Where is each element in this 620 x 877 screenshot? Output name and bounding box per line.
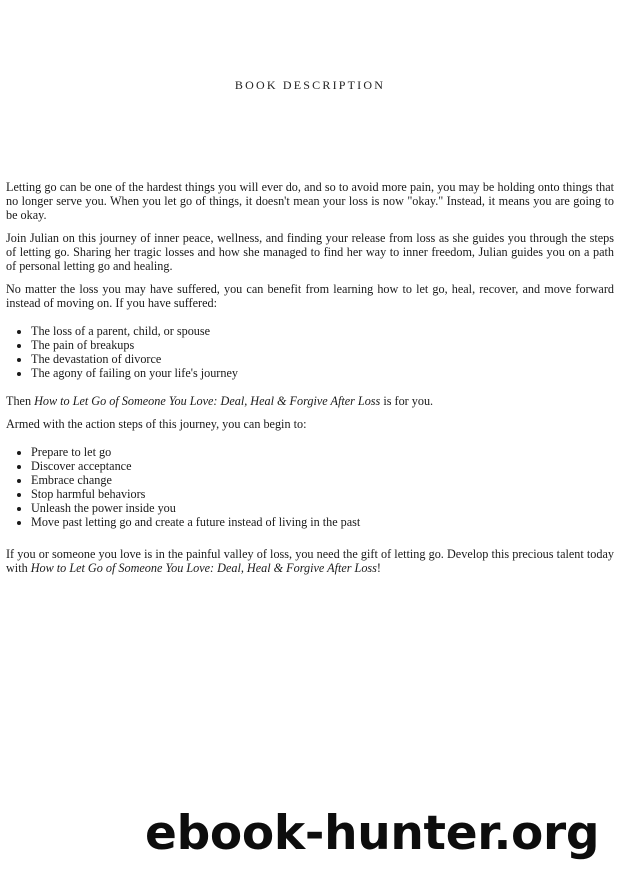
watermark: ebook-hunter.org [145,806,600,861]
suffering-list [6,324,614,380]
list-item: • Unleash the power inside you [31,501,614,515]
list-item: • Move past letting go and create a future instead of living in the past [31,515,614,529]
paragraph-closing [6,547,614,575]
list-item: • Discover acceptance [31,459,614,473]
list-item: • The pain of breakups [31,338,614,352]
paragraph-then [6,394,614,408]
paragraph-intro: Letting go can be one of the hardest things you will ever do, and so to avoid more pain, you may be holding onto things that no longer serve you. When you let go of things, it doesn't mean your loss is now "okay." Instead, it means you are going to be okay. [6,180,614,222]
list-item: • The devastation of divorce [31,352,614,366]
text-span: ! [376,561,381,575]
paragraph-julian: Join Julian on this journey of inner peace, wellness, and finding your release from loss as she guides you through the steps of letting go. Sharing her tragic losses and how she managed to find her way to inner freedom, Julian guides you on a path of personal letting go and healing. [6,231,614,273]
paragraph-armed: Armed with the action steps of this journey, you can begin to: [6,417,307,431]
page-heading: BOOK DESCRIPTION [234,78,386,92]
list-item: • The loss of a parent, child, or spouse [31,324,614,338]
text-span: is for you. [380,394,434,408]
list-item: • The agony of failing on your life's journey [31,366,614,380]
description-body [6,180,614,584]
text-span: Then [6,394,35,408]
book-title: How to Let Go of Someone You Love: Deal, Heal & Forgive After Loss [34,394,381,408]
list-item: • Stop harmful behaviors [31,487,614,501]
book-title: How to Let Go of Someone You Love: Deal, Heal & Forgive After Loss [30,561,377,575]
text-span: If you or someone you love is in the painful valley of loss, you need the gift of letting go. Develop this precious talent today with [6,547,614,575]
action-steps-list [6,445,614,529]
list-item: • Embrace change [31,473,614,487]
paragraph-loss: No matter the loss you may have suffered, you can benefit from learning how to let go, heal, recover, and move forward instead of moving on. If you have suffered: [6,282,614,310]
list-item: • Prepare to let go [31,445,614,459]
